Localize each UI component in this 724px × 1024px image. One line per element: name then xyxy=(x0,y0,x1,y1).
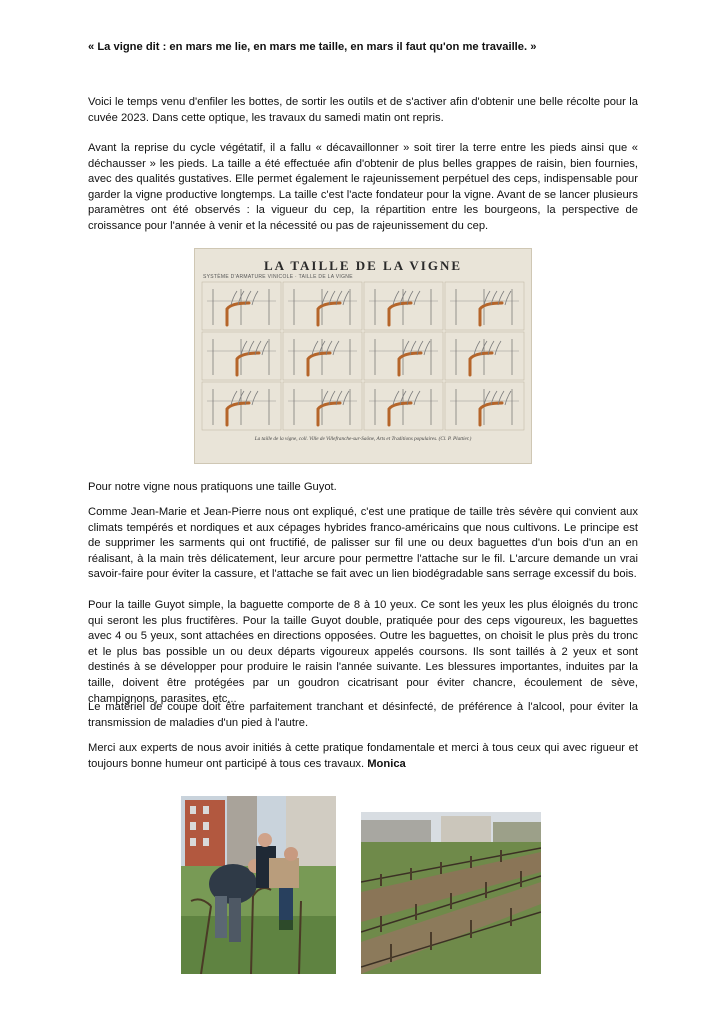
thanks-text: Merci aux experts de nous avoir initiés à cette pratique fondamentale et merci à tous ceux qui avec rigueur et toujours bonne humeur ont participé à tous ces travaux. xyxy=(88,742,638,770)
plate-subtitle: SYSTÈME D'ARMATURE VINICOLE · TAILLE DE LA VIGNE xyxy=(203,274,353,280)
photo-vine-rows xyxy=(361,812,541,974)
paragraph-tools: Le matériel de coupe doit être parfaitement tranchant et désinfecté, de préférence à l'alcool, pour éviter la transmission de maladies d'un pied à l'autre. xyxy=(88,701,638,729)
pruning-sketch xyxy=(283,332,362,380)
pruning-sketch xyxy=(445,332,524,380)
plate-title: LA TAILLE DE LA VIGNE xyxy=(263,258,463,273)
pruning-sketch xyxy=(202,382,281,430)
paragraph-thanks xyxy=(88,741,638,772)
pruning-sketch xyxy=(202,282,281,330)
pruning-diagrams xyxy=(201,281,525,431)
epigraph-quote: « La vigne dit : en mars me lie, en mars me taille, en mars il faut qu'on me travaille. » xyxy=(88,41,537,53)
paragraph-explanation: Comme Jean-Marie et Jean-Pierre nous ont expliqué, c'est une pratique de taille très sévère qui convient aux climats tempérés et nordiques et aux cépages hybrides franco-américains que nous cultivons. Le principe est de supprimer les sarments qui ont fructifié, de palisser sur fil une ou deux baguettes d'un bois d'un an en réalisant, à la main très délicatement, leur arcure pour permettre l'attache sur le fil. L'arcure demande un vrai savoir-faire pour éviter la cassure, et l'attache se fait avec un lien biodégradable sans serrage excessif du bois. xyxy=(88,506,638,581)
plate-caption: La taille de la vigne, coll. Ville de Villefranche-sur-Saône, Arts et Traditions populaires. (Cl. P. Plattier.) xyxy=(254,436,472,442)
paragraph-intro: Voici le temps venu d'enfiler les bottes, de sortir les outils et de s'activer afin d'obtenir une belle récolte pour la cuvée 2023. Dans cette optique, les travaux du samedi matin ont repris. xyxy=(88,96,638,124)
pruning-sketch xyxy=(364,282,443,330)
pruning-sketch xyxy=(445,382,524,430)
pruning-sketch xyxy=(202,332,281,380)
paragraph-pruning-context: Avant la reprise du cycle végétatif, il a fallu « décavaillonner » soit tirer la terre entre les pieds ainsi que « déchausser » les pieds. La taille a été effectuée afin d'obtenir de plus belles grappes de raisin, bien fournies, avec des qualités gustatives. Elle permet également le rajeunissement perpétuel des ceps, indispensable pour garder la vigne productive longtemps. La taille c'est l'acte fondateur pour la vigne. Avant de se lancer plusieurs paramètres ont été observés : la vigueur du cep, la répartition entre les bourgeons, la perspective de croissance pour l'année à venir et la nécessité ou pas de rajeunissement du cep. xyxy=(88,142,638,232)
pruning-sketch xyxy=(364,332,443,380)
pruning-sketch xyxy=(283,282,362,330)
pruning-sketch xyxy=(364,382,443,430)
pruning-sketch xyxy=(445,282,524,330)
pruning-sketch xyxy=(283,382,362,430)
signature: Monica xyxy=(367,757,406,770)
pruning-illustration-plate xyxy=(194,248,532,464)
paragraph-guyot: Pour notre vigne nous pratiquons une taille Guyot. xyxy=(88,481,337,493)
photo-volunteers-pruning xyxy=(181,796,336,974)
paragraph-guyot-details: Pour la taille Guyot simple, la baguette comporte de 8 à 10 yeux. Ce sont les yeux les plus éloignés du tronc qui seront les plus fructifères. Pour la taille Guyot double, pratiquée pour des ceps vigoureux, les baguettes avec 4 ou 5 yeux, sont attachées en directions opposées. Outre les baguettes, on choisit le plus près du tronc et le plus bas possible un ou deux départs vigoureux appelés coursons. Ils sont taillés à 2 yeux et sont destinés à se développer pour produire le raisin l'année suivante. Les blessures importantes, induites par la taille, doivent être protégées par un goudron cicatrisant pour éviter chancre, écoulement de sève, champignons, parasites, etc... xyxy=(88,599,638,705)
